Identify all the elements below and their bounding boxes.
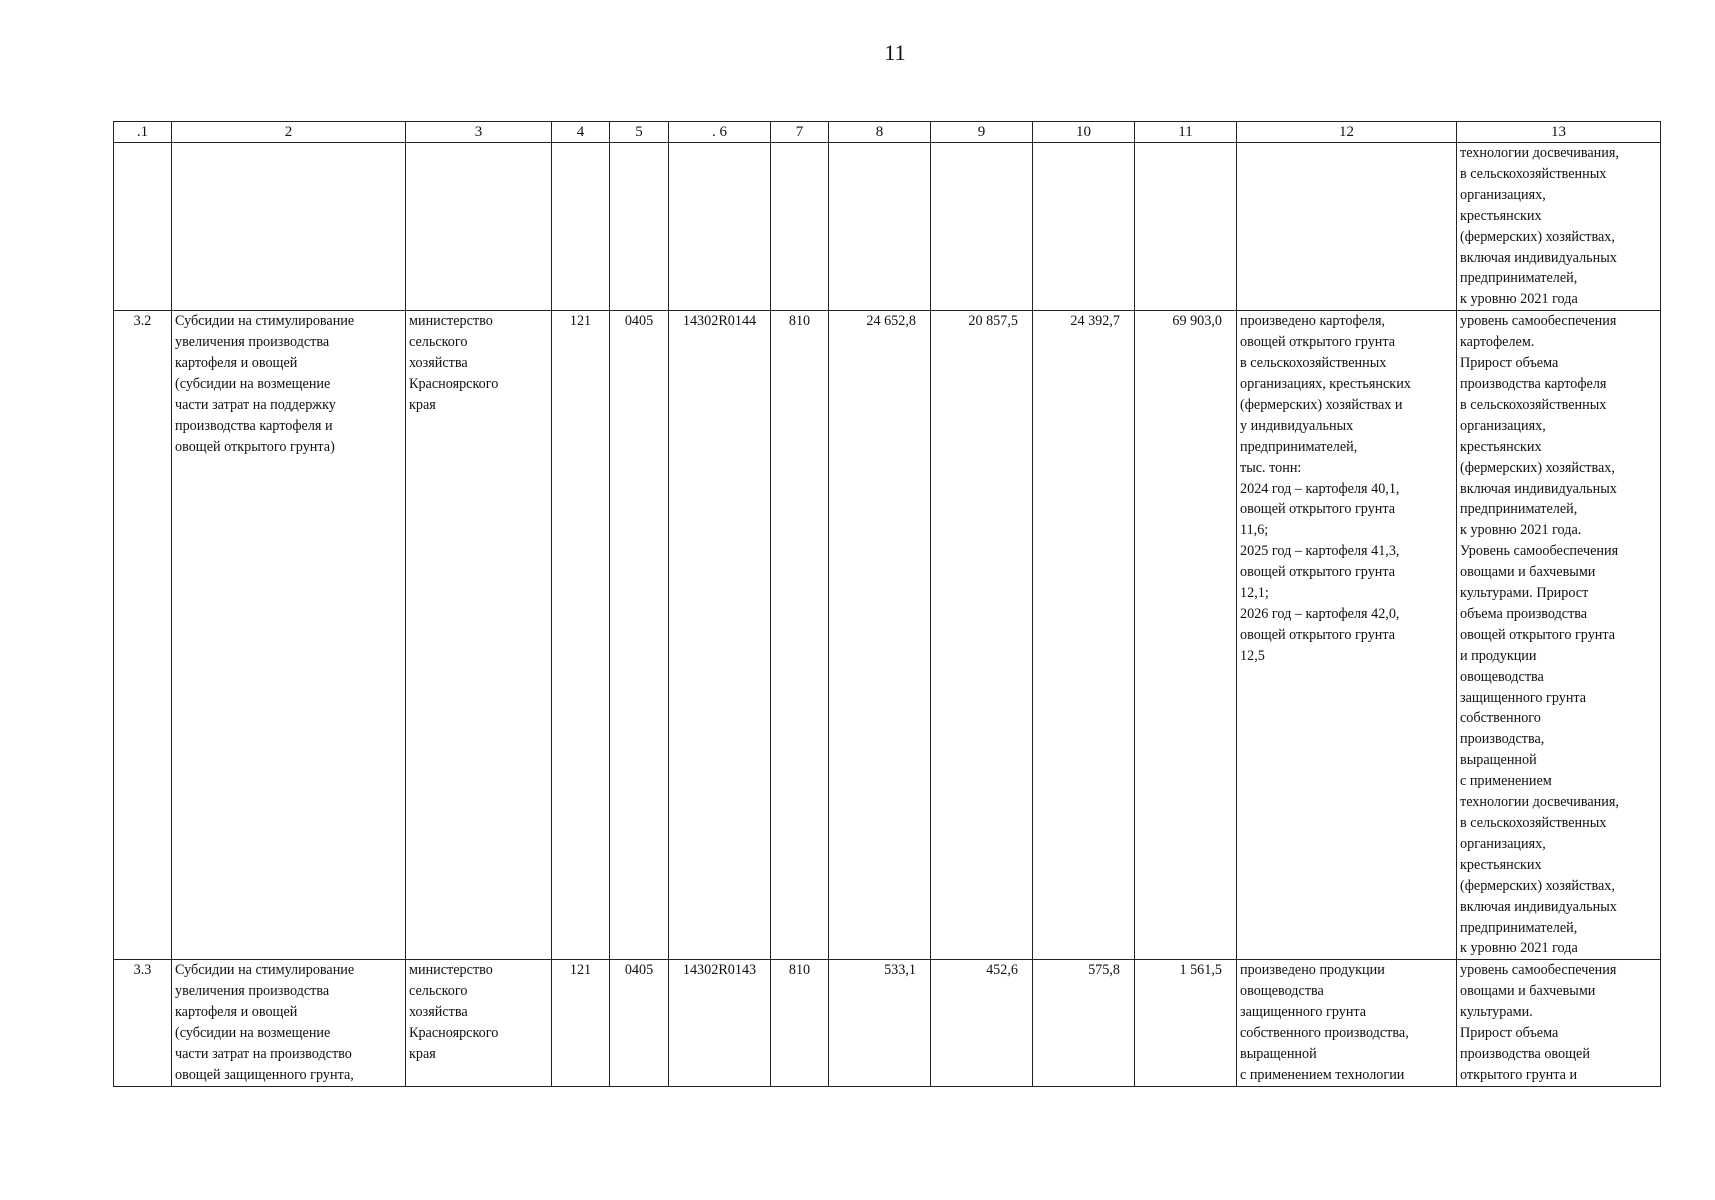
text-line: овощей защищенного грунта,: [175, 1066, 354, 1083]
text-line: края: [409, 1045, 436, 1062]
text-line: Прирост объема: [1460, 1025, 1559, 1042]
text-line: у индивидуальных: [1240, 417, 1354, 434]
text-line: Прирост объема: [1460, 355, 1559, 372]
text-line: предпринимателей,: [1460, 501, 1578, 518]
row-number: 3.3: [114, 960, 172, 1086]
text-line: картофеля и овощей: [175, 355, 298, 372]
text-line: защищенного грунта: [1240, 1004, 1367, 1021]
header-cell: 9: [931, 122, 1033, 143]
text-line: производства картофеля: [1460, 375, 1607, 392]
text-line: овощей открытого грунта: [1240, 626, 1396, 643]
text-line: картофеля и овощей: [175, 1004, 298, 1021]
text-line: (фермерских) хозяйствах и: [1240, 396, 1403, 413]
expected-result-cell: [1457, 311, 1661, 960]
text-line: и продукции: [1460, 647, 1537, 664]
amount-2026-cell: 575,8: [1033, 960, 1135, 1086]
table-row-3-3: [114, 960, 1661, 1086]
text-line: министерство: [409, 962, 493, 979]
header-cell: . 6: [669, 122, 771, 143]
text-line: овощами и бахчевыми: [1460, 983, 1596, 1000]
indicator-cell: [1237, 311, 1457, 960]
page-number: 11: [884, 40, 906, 65]
amount-2024-cell: 533,1: [829, 960, 931, 1086]
text-line: в сельскохозяйственных: [1460, 165, 1607, 182]
text-line: в сельскохозяйственных: [1240, 355, 1387, 372]
amount-2025-cell: 452,6: [931, 960, 1033, 1086]
text-line: увеличения производства: [175, 983, 330, 1000]
text-line: с применением технологии: [1240, 1066, 1405, 1083]
text-line: к уровню 2021 года: [1460, 291, 1578, 308]
text-line: 11,6;: [1240, 522, 1269, 539]
header-cell: 11: [1135, 122, 1237, 143]
expense-type-cell: 810: [771, 311, 829, 960]
text-line: овощей открытого грунта: [1460, 626, 1616, 643]
text-line: части затрат на производство: [175, 1045, 352, 1062]
measure-name-cell: [172, 311, 406, 960]
text-line: сельского: [409, 983, 468, 1000]
text-line: 12,1;: [1240, 585, 1269, 602]
header-cell: 3: [406, 122, 552, 143]
text-line: уровень самообеспечения: [1460, 313, 1617, 330]
text-line: произведено продукции: [1240, 962, 1385, 979]
text-line: сельского: [409, 334, 468, 351]
text-line: (фермерских) хозяйствах,: [1460, 459, 1615, 476]
grbs-code-cell: 121: [552, 960, 610, 1086]
text-line: Уровень самообеспечения: [1460, 543, 1619, 560]
text-line: картофелем.: [1460, 334, 1535, 351]
text-line: 2024 год – картофеля 40,1,: [1240, 480, 1400, 497]
text-line: открытого грунта и: [1460, 1066, 1578, 1083]
text-line: овощеводства: [1240, 983, 1324, 1000]
executor-cell: [406, 960, 552, 1086]
text-line: с применением: [1460, 773, 1552, 790]
text-line: организациях, крестьянских: [1240, 375, 1411, 392]
text-line: 2026 год – картофеля 42,0,: [1240, 605, 1400, 622]
text-line: предпринимателей,: [1460, 270, 1578, 287]
amount-2026-cell: 24 392,7: [1033, 311, 1135, 960]
header-cell: 8: [829, 122, 931, 143]
text-line: собственного: [1460, 710, 1541, 727]
text-line: крестьянских: [1460, 856, 1542, 873]
text-line: (фермерских) хозяйствах,: [1460, 228, 1615, 245]
executor-cell: [406, 311, 552, 960]
text-line: организациях,: [1460, 417, 1546, 434]
text-line: организациях,: [1460, 835, 1546, 852]
text-line: произведено картофеля,: [1240, 313, 1386, 330]
section-code-cell: 0405: [610, 311, 669, 960]
header-cell: 4: [552, 122, 610, 143]
text-line: уровень самообеспечения: [1460, 962, 1617, 979]
text-line: (субсидии на возмещение: [175, 1025, 331, 1042]
grbs-code-cell: 121: [552, 311, 610, 960]
text-line: предпринимателей,: [1240, 438, 1358, 455]
header-cell: 12: [1237, 122, 1457, 143]
text-line: культурами. Прирост: [1460, 585, 1589, 602]
text-line: 2025 год – картофеля 41,3,: [1240, 543, 1400, 560]
indicator-cell: [1237, 960, 1457, 1086]
amount-total-cell: 1 561,5: [1135, 960, 1237, 1086]
table-row-3-2: [114, 311, 1661, 960]
header-cell: 7: [771, 122, 829, 143]
text-line: овощами и бахчевыми: [1460, 564, 1596, 581]
text-line: тыс. тонн:: [1240, 459, 1302, 476]
text-line: овощей открытого грунта): [175, 438, 335, 455]
text-line: овощеводства: [1460, 668, 1544, 685]
text-line: технологии досвечивания,: [1460, 794, 1619, 811]
header-cell: 5: [610, 122, 669, 143]
text-line: к уровню 2021 года.: [1460, 522, 1582, 539]
text-line: 12,5: [1240, 647, 1265, 664]
text-line: производства,: [1460, 731, 1545, 748]
text-line: производства картофеля и: [175, 417, 333, 434]
text-line: части затрат на поддержку: [175, 396, 336, 413]
text-line: (субсидии на возмещение: [175, 375, 331, 392]
text-line: овощей открытого грунта: [1240, 334, 1396, 351]
header-cell: 13: [1457, 122, 1661, 143]
text-line: собственного производства,: [1240, 1025, 1409, 1042]
amount-2024-cell: 24 652,8: [829, 311, 931, 960]
amount-total-cell: 69 903,0: [1135, 311, 1237, 960]
text-line: министерство: [409, 313, 493, 330]
text-line: хозяйства: [409, 355, 468, 372]
program-table: [113, 121, 1661, 1087]
text-line: в сельскохозяйственных: [1460, 396, 1607, 413]
text-line: в сельскохозяйственных: [1460, 815, 1607, 831]
section-code-cell: 0405: [610, 960, 669, 1086]
text-line: края: [409, 396, 436, 413]
text-line: Субсидии на стимулирование: [175, 313, 355, 330]
amount-2025-cell: 20 857,5: [931, 311, 1033, 960]
text-line: включая индивидуальных: [1460, 480, 1617, 497]
column-number-header-row: [114, 122, 1661, 143]
text-line: предпринимателей,: [1460, 919, 1578, 936]
text-line: организациях,: [1460, 186, 1546, 203]
header-cell: 2: [172, 122, 406, 143]
measure-name-cell: [172, 960, 406, 1086]
text-line: крестьянских: [1460, 438, 1542, 455]
text-line: овощей открытого грунта: [1240, 564, 1396, 581]
expected-result-cell: [1457, 960, 1661, 1086]
row-number: 3.2: [114, 311, 172, 960]
header-cell: 10: [1033, 122, 1135, 143]
text-line: выращенной: [1240, 1045, 1317, 1062]
text-line: Красноярского: [409, 375, 499, 392]
text-line: крестьянских: [1460, 207, 1542, 224]
target-article-cell: 14302R0143: [669, 960, 771, 1086]
text-line: производства овощей: [1460, 1045, 1590, 1062]
text-line: овощей открытого грунта: [1240, 501, 1396, 518]
text-line: защищенного грунта: [1460, 689, 1587, 706]
expected-result-cell: [1457, 143, 1661, 311]
text-line: (фермерских) хозяйствах,: [1460, 877, 1615, 894]
text-line: включая индивидуальных: [1460, 249, 1617, 266]
text-line: включая индивидуальных: [1460, 898, 1617, 915]
expense-type-cell: 810: [771, 960, 829, 1086]
text-line: хозяйства: [409, 1004, 468, 1021]
text-line: выращенной: [1460, 752, 1537, 769]
continuation-row: [114, 143, 1661, 311]
target-article-cell: 14302R0144: [669, 311, 771, 960]
text-line: объема производства: [1460, 605, 1588, 622]
header-cell: .1: [114, 122, 172, 143]
text-line: технологии досвечивания,: [1460, 145, 1619, 161]
text-line: Субсидии на стимулирование: [175, 962, 355, 979]
text-line: Красноярского: [409, 1025, 499, 1042]
text-line: увеличения производства: [175, 334, 330, 351]
text-line: к уровню 2021 года: [1460, 940, 1578, 957]
text-line: культурами.: [1460, 1004, 1533, 1021]
